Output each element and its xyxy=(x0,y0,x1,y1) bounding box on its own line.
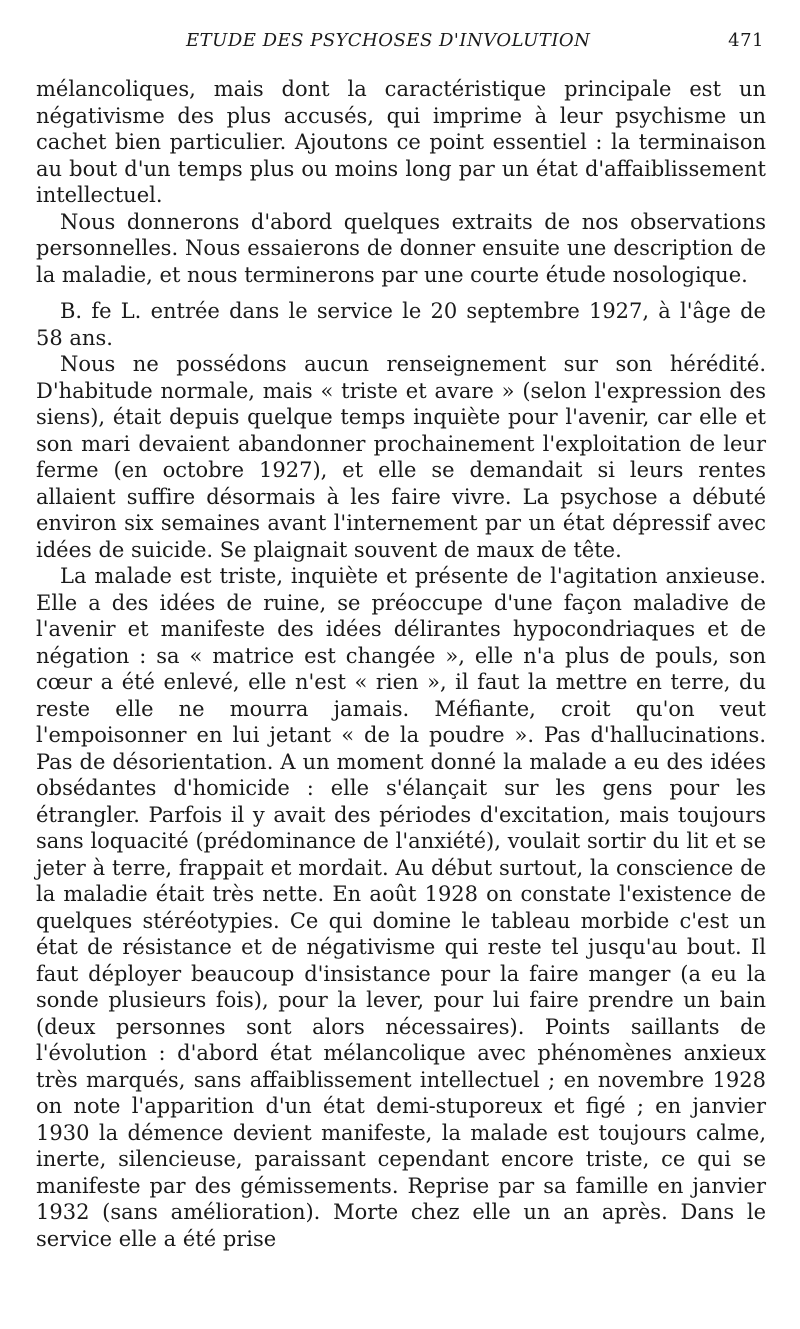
body-text xyxy=(36,76,766,1252)
paragraph-history: Nous ne possédons aucun renseignement sur son hérédité. D'habitude normale, mais « triste et avare » (selon l'expression des siens), était depuis quelque temps inquiète pour l'avenir, car elle et son mari devaient abandonner prochainement l'exploitation de leur ferme (en octobre 1927), et elle se demandait si leurs rentes allaient suffire désormais à les faire vivre. La psychose a débuté environ six semaines avant l'internement par un état dépressif avec idées de suicide. Se plaignait souvent de maux de tête. xyxy=(36,352,766,562)
page-number: 471 xyxy=(728,30,764,51)
paragraph-case-header: B. fe L. entrée dans le service le 20 septembre 1927, à l'âge de 58 ans. xyxy=(36,299,766,350)
paragraph-intro: Nous donnerons d'abord quelques extraits de nos observations personnelles. Nous essaierons de donner ensuite une description de la maladie, et nous terminerons par une courte étude nosologique. xyxy=(36,209,766,287)
running-title: ETUDE DES PSYCHOSES D'INVOLUTION xyxy=(186,30,591,51)
paragraph-clinical: La malade est triste, inquiète et présente de l'agitation anxieuse. Elle a des idées de ruine, se préoccupe d'une façon maladive de l'avenir et manifeste des idées délirantes hypocondriaques et de négation : sa « matrice est changée », elle n'a plus de pouls, son cœur a été enlevé, elle n'est « rien », il faut la mettre en terre, du reste elle ne mourra jamais. Méfiante, croit qu'on veut l'empoisonner en lui jetant « de la poudre ». Pas d'hallucinations. Pas de désorientation. A un moment donné la malade a eu des idées obsédantes d'homicide : elle s'élançait sur les gens pour les étrangler. Parfois il y avait des périodes d'excitation, mais toujours sans loquacité (prédominance de l'anxiété), voulait sortir du lit et se jeter à terre, frappait et mordait. Au début surtout, la conscience de la maladie était très nette. En août 1928 on constate l'existence de quelques stéréotypies. Ce qui domine le tableau morbide c'est un état de résistance et de négativisme qui reste tel jusqu'au bout. Il faut déployer beaucoup d'insistance pour la faire manger (a eu la sonde plusieurs fois), pour la lever, pour lui faire prendre un bain (deux personnes sont alors nécessaires). Points saillants de l'évolution : d'abord état mélancolique avec phénomènes anxieux très marqués, sans affaiblissement intellectuel ; en novembre 1928 on note l'apparition d'un état demi-stuporeux et figé ; en janvier 1930 la démence devient manifeste, la malade est toujours calme, inerte, silencieuse, paraissant cependant encore triste, ce qui se manifeste par des gémissements. Reprise par sa famille en janvier 1932 (sans amélioration). Morte chez elle un an après. Dans le service elle a été prise xyxy=(36,564,766,1251)
paragraph-continuation: mélancoliques, mais dont la caractéristique principale est un négativisme des plus accusés, qui imprime à leur psychisme un cachet bien particulier. Ajoutons ce point essentiel : la terminaison au bout d'un temps plus ou moins long par un état d'affaiblissement intellectuel. xyxy=(36,77,766,207)
page-header xyxy=(36,30,766,52)
